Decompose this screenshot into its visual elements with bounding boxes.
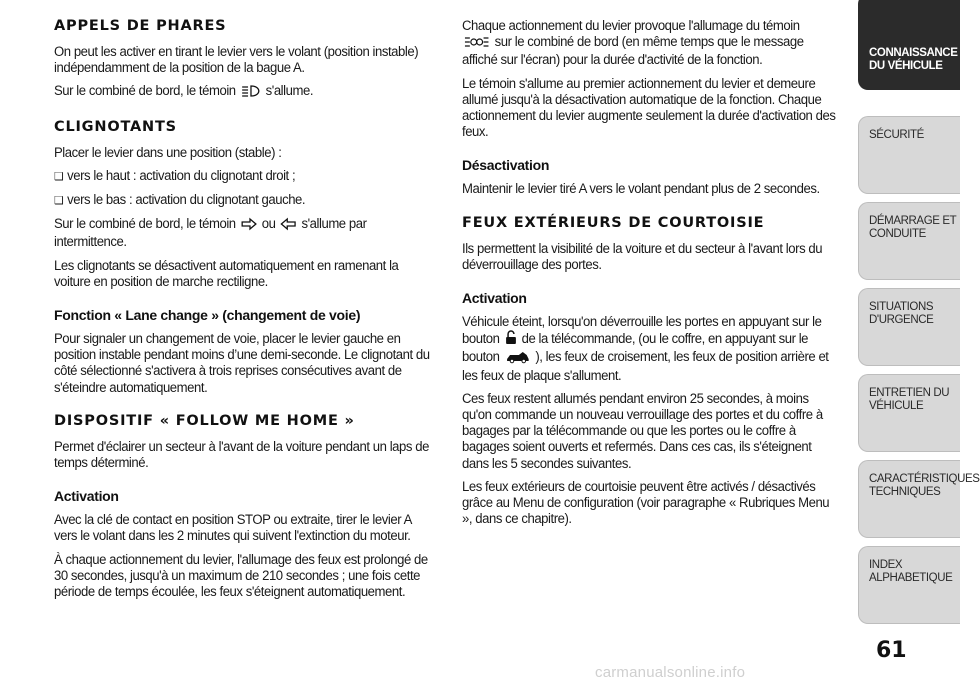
text: Sur le combiné de bord, le témoin bbox=[54, 83, 236, 99]
text: s'allume. bbox=[265, 83, 314, 99]
tab-entretien-du-vehicule[interactable] bbox=[858, 374, 960, 452]
tab-label: CARACTÉRISTIQUES TECHNIQUES bbox=[869, 473, 980, 498]
trunk-icon bbox=[505, 351, 530, 367]
paragraph bbox=[462, 314, 839, 384]
heading-desactivation: Désactivation bbox=[462, 157, 550, 174]
text: Chaque actionnement du levier provoque l'allumage du témoin bbox=[462, 18, 800, 33]
tab-index-alphabetique[interactable] bbox=[858, 546, 960, 624]
chapter-tabs bbox=[858, 0, 980, 632]
paragraph: Maintenir le levier tiré A vers le volant pendant plus de 2 secondes. bbox=[462, 181, 820, 197]
paragraph: Placer le levier dans une position (stable) : bbox=[54, 144, 282, 160]
bullet-item: ❑ vers le haut : activation du clignotant droit ; bbox=[54, 168, 431, 185]
text: Sur le combiné de bord, le témoin bbox=[54, 216, 236, 232]
paragraph: Le témoin s'allume au premier actionnement du levier et demeure allumé jusqu'à la désactivation automatique de la fonction. Chaque actionnement du levier augmente seulement la durée d'activation des feux. bbox=[462, 75, 836, 140]
tab-securite[interactable] bbox=[858, 116, 960, 194]
high-beam-icon bbox=[241, 85, 261, 101]
paragraph: On peut les activer en tirant le levier vers le volant (position instable) indépendamment de la position de la bague A. bbox=[54, 44, 419, 76]
page-number: 61 bbox=[876, 638, 907, 663]
tab-situations-d-urgence[interactable] bbox=[858, 288, 960, 366]
heading-activation: Activation bbox=[462, 290, 527, 307]
heading-activation: Activation bbox=[54, 488, 119, 505]
text: ou bbox=[261, 216, 276, 232]
left-column bbox=[54, 18, 439, 607]
heading-feux-courtoisie: FEUX EXTÉRIEURS DE COURTOISIE bbox=[462, 214, 765, 231]
paragraph bbox=[462, 18, 839, 69]
paragraph: Ces feux restent allumés pendant environ 25 secondes, à moins qu'on commande un nouveau verrouillage des portes et du coffre à bagages par la télécommande ou que les portes ou le coffre à bagages soient ouverts et refermés. Dans ces cas, ils s'éteignent dans les 5 secondes suivantes. bbox=[462, 390, 823, 471]
watermark: carmanualsonline.info bbox=[595, 664, 746, 681]
tab-label: SÉCURITÉ bbox=[869, 129, 924, 141]
tab-label: SITUATIONS D'URGENCE bbox=[869, 301, 934, 326]
paragraph: Avec la clé de contact en position STOP ou extraite, tirer le levier A vers le volant dans les 2 minutes qui suivent l'extinction du moteur. bbox=[54, 512, 412, 544]
text: de la télécommande, (ou le coffre, en appuyant sur le bouton bbox=[462, 331, 809, 365]
paragraph bbox=[54, 216, 431, 250]
text: sur le combiné de bord (en même temps que le message affiché sur l'écran) pour la durée d'activité de la fonction. bbox=[462, 34, 804, 68]
paragraph: Ils permettent la visibilité de la voiture et du secteur à l'avant lors du déverrouillage des portes. bbox=[462, 240, 823, 272]
tab-connaissance-du-vehicule[interactable] bbox=[858, 0, 960, 90]
turn-left-icon bbox=[281, 218, 297, 234]
paragraph: Permet d'éclairer un secteur à l'avant de la voiture pendant un laps de temps déterminé. bbox=[54, 438, 429, 471]
tab-label: INDEX ALPHABETIQUE bbox=[869, 559, 953, 584]
paragraph bbox=[54, 83, 431, 101]
text: Véhicule éteint, lorsqu'on déverrouille les portes en appuyant sur le bouton bbox=[462, 314, 822, 347]
tab-demarrage-et-conduite[interactable] bbox=[858, 202, 960, 280]
tab-label: ENTRETIEN DU VÉHICULE bbox=[869, 387, 950, 412]
text: s'allume par intermittence. bbox=[54, 216, 367, 250]
follow-me-home-icon bbox=[464, 36, 489, 52]
heading-follow-me-home: DISPOSITIF « FOLLOW ME HOME » bbox=[54, 412, 355, 429]
tab-caracteristiques-techniques[interactable] bbox=[858, 460, 980, 538]
heading-lane-change: Fonction « Lane change » (changement de voie) bbox=[54, 307, 361, 324]
paragraph: À chaque actionnement du levier, l'allumage des feux est prolongé de 30 secondes, jusqu'à un maximum de 210 secondes ; une fois cette période de temps écoulée, les feux s'éteignent automatiquement. bbox=[54, 551, 428, 600]
heading-appels-de-phares: APPELS DE PHARES bbox=[54, 18, 227, 34]
bullet-item: ❑ vers le bas : activation du clignotant gauche. bbox=[54, 192, 431, 209]
unlock-icon bbox=[505, 330, 517, 349]
text: ), les feux de croisement, les feux de position arrière et les feux de plaque s'allument. bbox=[462, 349, 829, 383]
tab-label: DÉMARRAGE ET CONDUITE bbox=[869, 215, 957, 240]
paragraph: Les feux extérieurs de courtoisie peuvent être activés / désactivés grâce au Menu de configuration (voir paragraphe « Rubriques Menu », dans ce chapitre). bbox=[462, 478, 830, 527]
paragraph: Les clignotants se désactivent automatiquement en ramenant la voiture en position de marche rectiligne. bbox=[54, 257, 399, 289]
tab-label: CONNAISSANCE DU VÉHICULE bbox=[869, 47, 958, 72]
heading-clignotants: CLIGNOTANTS bbox=[54, 118, 177, 135]
right-column bbox=[462, 18, 847, 534]
paragraph: Pour signaler un changement de voie, placer le levier gauche en position instable pendant moins d’une demi-seconde. Le clignotant du côté sélectionné s'activera à trois reprises consécutives avant de s'éteindre automatiquement. bbox=[54, 331, 430, 395]
turn-right-icon bbox=[241, 218, 257, 234]
